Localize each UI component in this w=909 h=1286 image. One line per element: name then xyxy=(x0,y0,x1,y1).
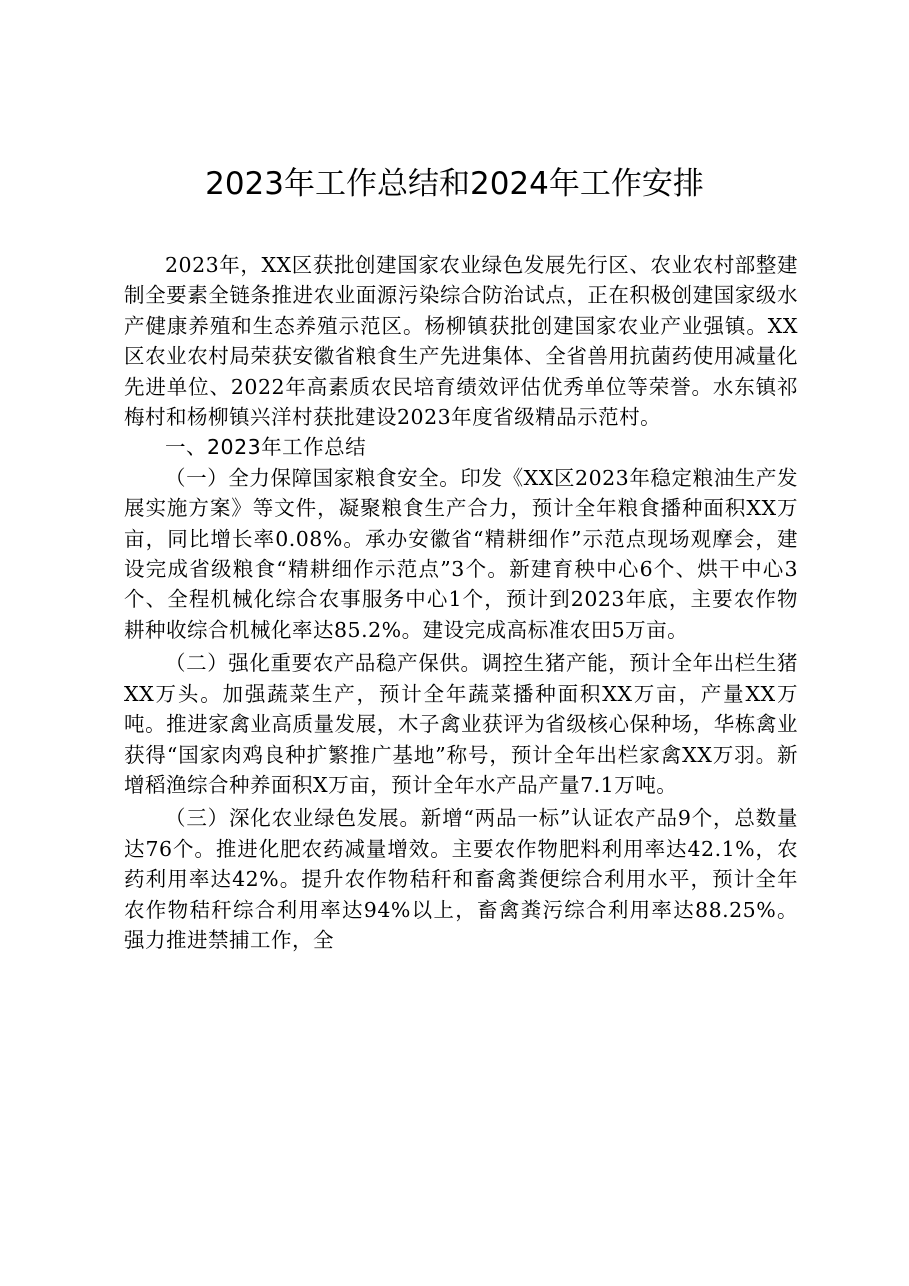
paragraph-green-development: （三）深化农业绿色发展。新增“两品一标”认证农产品9个，总数量达76个。推进化肥农药减量增效。主要农作物肥料利用率达42.1%，农药利用率达42%。提升农作物秸秆和畜禽粪便综合利用水平，预计全年农作物秸秆综合利用率达94%以上，畜禽粪污综合利用率达88.25%。强力推进禁捕工作，全 xyxy=(124,806,798,952)
document-body xyxy=(124,250,798,955)
paragraph-agri-supply: （二）强化重要农产品稳产保供。调控生猪产能，预计全年出栏生猪XX万头。加强蔬菜生产，预计全年蔬菜播种面积XX万亩，产量XX万吨。推进家禽业高质量发展，木子禽业获评为省级核心保种场，华栋禽业获得“国家肉鸡良种扩繁推广基地”称号，预计全年出栏家禽XX万羽。新增稻渔综合种养面积X万亩，预计全年水产品产量7.1万吨。 xyxy=(124,651,798,797)
document-title: 2023年工作总结和2024年工作安排 xyxy=(205,166,704,202)
intro-paragraph: 2023年，XX区获批创建国家农业绿色发展先行区、农业农村部整建制全要素全链条推进农业面源污染综合防治试点，正在积极创建国家级水产健康养殖和生态养殖示范区。杨柳镇获批创建国家农业产业强镇。XX区农业农村局荣获安徽省粮食生产先进集体、全省兽用抗菌药使用减量化先进单位、2022年高素质农民培育绩效评估优秀单位等荣誉。水东镇祁梅村和杨柳镇兴洋村获批建设2023年度省级精品示范村。 xyxy=(124,253,798,430)
section-heading-2023-summary: 一、2023年工作总结 xyxy=(165,435,367,460)
paragraph-food-security: （一）全力保障国家粮食安全。印发《XX区2023年稳定粮油生产发展实施方案》等文件，凝聚粮食生产合力，预计全年粮食播种面积XX万亩，同比增长率0.08%。承办安徽省“精耕细作”示范点现场观摩会，建设完成省级粮食“精耕细作示范点”3个。新建育秧中心6个、烘干中心3个、全程机械化综合农事服务中心1个，预计到2023年底，主要农作物耕种收综合机械化率达85.2%。建设完成高标准农田5万亩。 xyxy=(124,465,798,642)
